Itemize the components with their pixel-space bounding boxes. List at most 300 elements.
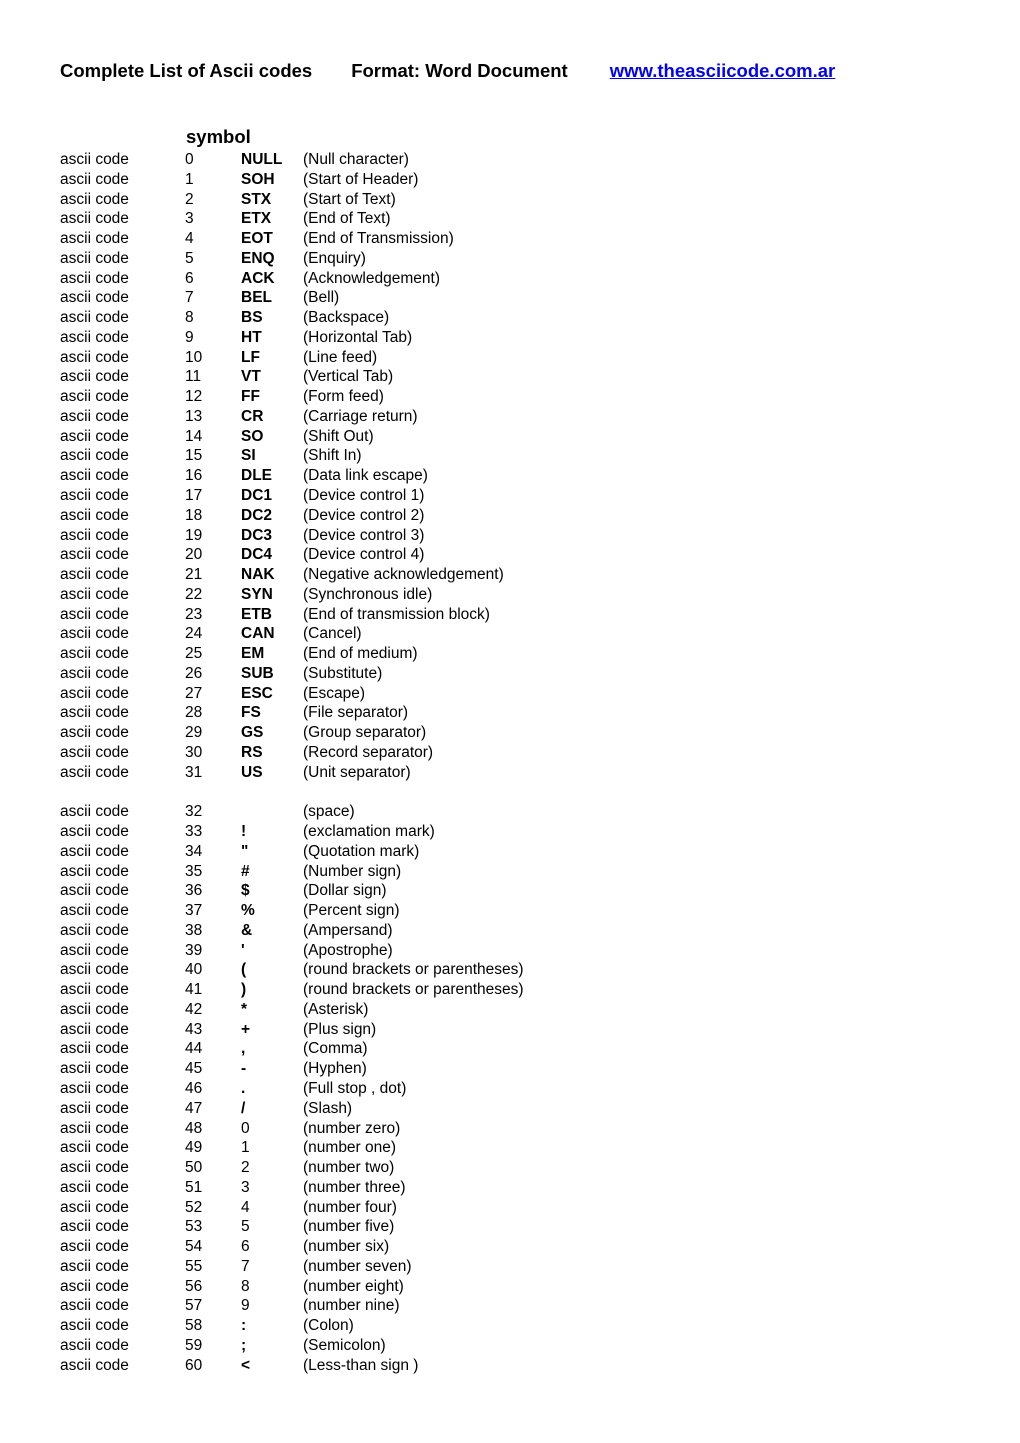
table-row: [0, 763, 1020, 783]
ascii-description: (Apostrophe): [303, 941, 393, 959]
ascii-description: (Synchronous idle): [303, 585, 433, 603]
table-row: [0, 703, 1020, 723]
table-row: [0, 367, 1020, 387]
ascii-code-number: 7: [185, 289, 194, 307]
table-row: [0, 427, 1020, 447]
ascii-symbol: :: [241, 1317, 247, 1335]
ascii-code-number: 28: [185, 704, 203, 722]
table-row: [0, 190, 1020, 210]
table-row: [0, 1138, 1020, 1158]
ascii-description: (number zero): [303, 1119, 401, 1137]
ascii-symbol: SUB: [241, 664, 274, 682]
ascii-description: (Device control 2): [303, 506, 425, 524]
ascii-code-label: ascii code: [60, 823, 129, 841]
ascii-code-number: 38: [185, 921, 203, 939]
source-website-link[interactable]: www.theasciicode.com.ar: [609, 60, 836, 81]
ascii-symbol: 9: [241, 1297, 250, 1315]
ascii-description: (Backspace): [303, 309, 390, 327]
ascii-description: (Start of Header): [303, 170, 419, 188]
table-row: [0, 921, 1020, 941]
ascii-code-label: ascii code: [60, 605, 129, 623]
table-row: [0, 941, 1020, 961]
ascii-code-number: 41: [185, 981, 203, 999]
table-row: [0, 822, 1020, 842]
ascii-symbol: SYN: [241, 585, 273, 603]
ascii-code-label: ascii code: [60, 210, 129, 228]
table-row: [0, 1257, 1020, 1277]
table-row: [0, 1158, 1020, 1178]
ascii-code-number: 22: [185, 585, 203, 603]
ascii-code-number: 6: [185, 269, 194, 287]
ascii-description: (round brackets or parentheses): [303, 961, 524, 979]
ascii-code-number: 19: [185, 526, 203, 544]
table-row: [0, 150, 1020, 170]
ascii-code-number: 34: [185, 842, 203, 860]
table-row: [0, 170, 1020, 190]
ascii-description: (Negative acknowledgement): [303, 566, 504, 584]
ascii-code-label: ascii code: [60, 467, 129, 485]
ascii-symbol: ETB: [241, 605, 272, 623]
ascii-description: (Dollar sign): [303, 882, 387, 900]
table-row: [0, 624, 1020, 644]
ascii-code-number: 43: [185, 1020, 203, 1038]
ascii-description: (End of Transmission): [303, 230, 454, 248]
ascii-code-label: ascii code: [60, 427, 129, 445]
ascii-code-number: 44: [185, 1040, 203, 1058]
ascii-description: (Semicolon): [303, 1336, 386, 1354]
ascii-description: (Group separator): [303, 724, 427, 742]
table-row: [0, 585, 1020, 605]
table-row: [0, 229, 1020, 249]
ascii-description: (number one): [303, 1139, 397, 1157]
ascii-description: (Plus sign): [303, 1020, 377, 1038]
table-row: [0, 486, 1020, 506]
ascii-description: (Quotation mark): [303, 842, 420, 860]
ascii-symbol: ': [241, 941, 245, 959]
table-row: [0, 269, 1020, 289]
ascii-symbol: <: [241, 1356, 251, 1374]
ascii-code-label: ascii code: [60, 249, 129, 267]
ascii-code-number: 3: [185, 210, 194, 228]
ascii-description: (Horizontal Tab): [303, 328, 413, 346]
ascii-code-label: ascii code: [60, 506, 129, 524]
ascii-symbol: $: [241, 882, 250, 900]
ascii-symbol: 3: [241, 1178, 250, 1196]
ascii-symbol: ,: [241, 1040, 246, 1058]
table-row: [0, 565, 1020, 585]
ascii-symbol: 4: [241, 1198, 250, 1216]
ascii-symbol: .: [241, 1079, 246, 1097]
ascii-code-label: ascii code: [60, 921, 129, 939]
ascii-symbol: DC1: [241, 487, 273, 505]
table-row: [0, 1316, 1020, 1336]
ascii-symbol: CR: [241, 407, 264, 425]
table-row: [0, 407, 1020, 427]
ascii-code-number: 14: [185, 427, 203, 445]
ascii-description: (Line feed): [303, 348, 378, 366]
ascii-code-label: ascii code: [60, 645, 129, 663]
ascii-code-label: ascii code: [60, 1099, 129, 1117]
ascii-code-number: 21: [185, 566, 203, 584]
ascii-code-number: 9: [185, 328, 194, 346]
ascii-code-number: 42: [185, 1000, 203, 1018]
ascii-code-label: ascii code: [60, 842, 129, 860]
ascii-code-label: ascii code: [60, 1139, 129, 1157]
ascii-symbol: ": [241, 842, 249, 860]
page-title: Complete List of Ascii codes: [60, 60, 313, 81]
ascii-symbol: BS: [241, 309, 263, 327]
ascii-code-number: 54: [185, 1238, 203, 1256]
ascii-symbol: HT: [241, 328, 262, 346]
ascii-code-number: 57: [185, 1297, 203, 1315]
ascii-code-number: 26: [185, 664, 203, 682]
ascii-description: (Colon): [303, 1317, 354, 1335]
ascii-symbol: 6: [241, 1238, 250, 1256]
ascii-code-number: 12: [185, 388, 203, 406]
ascii-description: (number nine): [303, 1297, 400, 1315]
ascii-symbol: SO: [241, 427, 264, 445]
ascii-description: (space): [303, 803, 355, 821]
ascii-code-label: ascii code: [60, 309, 129, 327]
ascii-code-label: ascii code: [60, 328, 129, 346]
ascii-description: (Percent sign): [303, 902, 400, 920]
ascii-code-label: ascii code: [60, 1336, 129, 1354]
ascii-description: (Form feed): [303, 388, 384, 406]
ascii-description: (exclamation mark): [303, 823, 435, 841]
table-row: [0, 249, 1020, 269]
ascii-code-number: 25: [185, 645, 203, 663]
ascii-code-number: 17: [185, 487, 203, 505]
ascii-symbol: LF: [241, 348, 260, 366]
ascii-code-label: ascii code: [60, 388, 129, 406]
ascii-symbol: %: [241, 902, 255, 920]
ascii-code-label: ascii code: [60, 151, 129, 168]
ascii-description: (Cancel): [303, 625, 362, 643]
table-row: [0, 288, 1020, 308]
ascii-symbol: ): [241, 981, 247, 999]
ascii-description: (End of transmission block): [303, 605, 490, 623]
table-row: [0, 664, 1020, 684]
ascii-code-label: ascii code: [60, 368, 129, 386]
ascii-description: (Enquiry): [303, 249, 366, 267]
ascii-code-label: ascii code: [60, 1159, 129, 1177]
ascii-code-label: ascii code: [60, 1356, 129, 1374]
table-row: [0, 1000, 1020, 1020]
ascii-description: (Hyphen): [303, 1060, 367, 1078]
ascii-description: (Vertical Tab): [303, 368, 394, 386]
table-row: [0, 881, 1020, 901]
ascii-code-label: ascii code: [60, 1297, 129, 1315]
ascii-code-number: 50: [185, 1159, 203, 1177]
table-row: [0, 545, 1020, 565]
ascii-code-number: 11: [185, 368, 202, 386]
ascii-code-number: 8: [185, 309, 194, 327]
ascii-code-label: ascii code: [60, 170, 129, 188]
ascii-code-number: 48: [185, 1119, 203, 1137]
ascii-code-number: 40: [185, 961, 203, 979]
table-row: [0, 1277, 1020, 1297]
ascii-symbol: +: [241, 1020, 251, 1038]
ascii-code-label: ascii code: [60, 585, 129, 603]
table-row: [0, 1237, 1020, 1257]
ascii-code-number: 1: [185, 170, 194, 188]
ascii-description: (number two): [303, 1159, 395, 1177]
table-row: [0, 1079, 1020, 1099]
ascii-code-number: 49: [185, 1139, 203, 1157]
ascii-description: (Number sign): [303, 862, 402, 880]
ascii-symbol: NAK: [241, 566, 275, 584]
ascii-code-number: 56: [185, 1277, 203, 1295]
ascii-description: (Start of Text): [303, 190, 396, 208]
table-row: [0, 348, 1020, 368]
ascii-description: (number five): [303, 1218, 395, 1236]
table-row: [0, 466, 1020, 486]
ascii-code-number: 52: [185, 1198, 203, 1216]
ascii-symbol: !: [241, 823, 247, 841]
ascii-code-number: 5: [185, 249, 194, 267]
ascii-code-label: ascii code: [60, 566, 129, 584]
ascii-code-number: 53: [185, 1218, 203, 1236]
ascii-description: (Substitute): [303, 664, 383, 682]
ascii-code-label: ascii code: [60, 269, 129, 287]
table-row: [0, 684, 1020, 704]
ascii-code-number: 33: [185, 823, 203, 841]
document-header: [60, 59, 960, 83]
ascii-code-label: ascii code: [60, 1218, 129, 1236]
table-row: [0, 1198, 1020, 1218]
ascii-code-label: ascii code: [60, 190, 129, 208]
ascii-code-number: 60: [185, 1356, 203, 1374]
ascii-symbol: &: [241, 921, 253, 939]
ascii-symbol: CAN: [241, 625, 275, 643]
ascii-symbol: DLE: [241, 467, 272, 485]
ascii-symbol: EOT: [241, 230, 273, 248]
ascii-code-label: ascii code: [60, 684, 129, 702]
ascii-description: (number four): [303, 1198, 397, 1216]
ascii-code-number: 10: [185, 348, 203, 366]
ascii-code-label: ascii code: [60, 407, 129, 425]
ascii-description: (number six): [303, 1238, 390, 1256]
ascii-symbol: BEL: [241, 289, 272, 307]
ascii-code-number: 20: [185, 546, 203, 564]
ascii-code-number: 58: [185, 1317, 203, 1335]
ascii-symbol: DC4: [241, 546, 273, 564]
table-row: [0, 1217, 1020, 1237]
ascii-code-label: ascii code: [60, 1060, 129, 1078]
ascii-code-label: ascii code: [60, 230, 129, 248]
ascii-code-label: ascii code: [60, 487, 129, 505]
ascii-symbol: VT: [241, 368, 261, 386]
ascii-code-number: 18: [185, 506, 203, 524]
ascii-description: (number three): [303, 1178, 406, 1196]
ascii-symbol: DC3: [241, 526, 273, 544]
ascii-code-number: 39: [185, 941, 203, 959]
ascii-code-label: ascii code: [60, 625, 129, 643]
ascii-code-label: ascii code: [60, 1040, 129, 1058]
ascii-symbol: EM: [241, 645, 265, 663]
ascii-symbol: 2: [241, 1159, 250, 1177]
ascii-symbol: 5: [241, 1218, 250, 1236]
ascii-code-label: ascii code: [60, 546, 129, 564]
table-row: [0, 1020, 1020, 1040]
table-row-spacer: [0, 783, 1020, 803]
ascii-code-number: 23: [185, 605, 203, 623]
ascii-code-label: ascii code: [60, 289, 129, 307]
ascii-description: (Acknowledgement): [303, 269, 440, 287]
ascii-description: (Device control 1): [303, 487, 425, 505]
ascii-code-number: 4: [185, 230, 194, 248]
table-row: [0, 387, 1020, 407]
ascii-code-number: 31: [185, 763, 203, 781]
ascii-code-number: 36: [185, 882, 203, 900]
ascii-symbol: ACK: [241, 269, 275, 287]
ascii-code-label: ascii code: [60, 1257, 129, 1275]
table-row: [0, 1119, 1020, 1139]
ascii-description: (Slash): [303, 1099, 353, 1117]
ascii-symbol: -: [241, 1060, 247, 1078]
ascii-code-number: 2: [185, 190, 194, 208]
ascii-symbol: 8: [241, 1277, 250, 1295]
table-row: [0, 1039, 1020, 1059]
ascii-code-table: [0, 150, 1020, 1375]
ascii-description: (Less-than sign ): [303, 1356, 419, 1374]
ascii-code-number: 51: [185, 1178, 203, 1196]
ascii-code-label: ascii code: [60, 348, 129, 366]
ascii-code-label: ascii code: [60, 882, 129, 900]
table-row: [0, 446, 1020, 466]
ascii-code-label: ascii code: [60, 1238, 129, 1256]
ascii-symbol: STX: [241, 190, 272, 208]
ascii-description: (Full stop , dot): [303, 1079, 407, 1097]
table-row: [0, 743, 1020, 763]
symbol-column-heading: symbol: [186, 126, 251, 147]
ascii-code-number: 15: [185, 447, 203, 465]
ascii-description: (Escape): [303, 684, 366, 702]
ascii-code-label: ascii code: [60, 1000, 129, 1018]
ascii-description: (number seven): [303, 1257, 412, 1275]
ascii-code-label: ascii code: [60, 862, 129, 880]
ascii-description: (Record separator): [303, 743, 434, 761]
ascii-symbol: #: [241, 862, 250, 880]
ascii-code-label: ascii code: [60, 447, 129, 465]
document-format-label: Format: Word Document: [351, 60, 568, 81]
ascii-description: (Null character): [303, 151, 409, 168]
ascii-code-label: ascii code: [60, 803, 129, 821]
ascii-description: (number eight): [303, 1277, 404, 1295]
ascii-description: (End of medium): [303, 645, 418, 663]
ascii-symbol: SI: [241, 447, 256, 465]
ascii-description: (End of Text): [303, 210, 391, 228]
ascii-code-number: 16: [185, 467, 203, 485]
table-row: [0, 308, 1020, 328]
ascii-symbol: 0: [241, 1119, 250, 1137]
ascii-code-number: 0: [185, 151, 194, 168]
ascii-code-number: 30: [185, 743, 203, 761]
ascii-code-label: ascii code: [60, 1277, 129, 1295]
ascii-code-label: ascii code: [60, 724, 129, 742]
table-row: [0, 862, 1020, 882]
table-row: [0, 842, 1020, 862]
ascii-description: (Carriage return): [303, 407, 418, 425]
ascii-description: (Comma): [303, 1040, 368, 1058]
table-row: [0, 802, 1020, 822]
ascii-code-label: ascii code: [60, 664, 129, 682]
table-row: [0, 980, 1020, 1000]
ascii-code-number: 45: [185, 1060, 203, 1078]
ascii-symbol: ESC: [241, 684, 273, 702]
ascii-description: (Data link escape): [303, 467, 428, 485]
ascii-code-label: ascii code: [60, 1198, 129, 1216]
ascii-symbol: GS: [241, 724, 264, 742]
ascii-symbol: NULL: [241, 151, 283, 168]
ascii-code-label: ascii code: [60, 1317, 129, 1335]
ascii-code-label: ascii code: [60, 1119, 129, 1137]
table-row: [0, 1059, 1020, 1079]
ascii-code-label: ascii code: [60, 981, 129, 999]
ascii-symbol: DC2: [241, 506, 273, 524]
ascii-code-number: 37: [185, 902, 203, 920]
ascii-description: (round brackets or parentheses): [303, 981, 524, 999]
ascii-code-number: 13: [185, 407, 203, 425]
ascii-symbol: US: [241, 763, 263, 781]
table-row: [0, 1296, 1020, 1316]
ascii-code-number: 35: [185, 862, 203, 880]
ascii-code-number: 47: [185, 1099, 203, 1117]
ascii-code-number: 32: [185, 803, 203, 821]
table-row: [0, 1099, 1020, 1119]
ascii-symbol: FF: [241, 388, 260, 406]
ascii-code-label: ascii code: [60, 961, 129, 979]
ascii-code-label: ascii code: [60, 704, 129, 722]
ascii-symbol: RS: [241, 743, 263, 761]
table-row: [0, 526, 1020, 546]
ascii-symbol: 7: [241, 1257, 250, 1275]
table-row: [0, 960, 1020, 980]
ascii-code-number: 27: [185, 684, 203, 702]
ascii-symbol: SOH: [241, 170, 275, 188]
ascii-description: (Ampersand): [303, 921, 393, 939]
ascii-code-label: ascii code: [60, 902, 129, 920]
ascii-description: (Shift In): [303, 447, 362, 465]
table-row: [0, 605, 1020, 625]
ascii-symbol: *: [241, 1000, 248, 1018]
ascii-symbol: 1: [241, 1139, 250, 1157]
ascii-code-label: ascii code: [60, 941, 129, 959]
ascii-symbol: (: [241, 961, 247, 979]
ascii-symbol: ENQ: [241, 249, 275, 267]
table-row: [0, 209, 1020, 229]
ascii-description: (Device control 3): [303, 526, 425, 544]
ascii-symbol: FS: [241, 704, 261, 722]
ascii-description: (File separator): [303, 704, 409, 722]
ascii-description: (Device control 4): [303, 546, 425, 564]
ascii-code-label: ascii code: [60, 526, 129, 544]
table-row: [0, 644, 1020, 664]
table-row: [0, 328, 1020, 348]
ascii-description: (Asterisk): [303, 1000, 369, 1018]
table-row: [0, 723, 1020, 743]
ascii-description: (Unit separator): [303, 763, 411, 781]
ascii-code-number: 46: [185, 1079, 203, 1097]
ascii-code-label: ascii code: [60, 1079, 129, 1097]
ascii-code-label: ascii code: [60, 1178, 129, 1196]
table-row: [0, 1336, 1020, 1356]
ascii-code-label: ascii code: [60, 763, 129, 781]
ascii-code-number: 24: [185, 625, 203, 643]
ascii-code-label: ascii code: [60, 743, 129, 761]
ascii-symbol: /: [241, 1099, 246, 1117]
ascii-description: (Bell): [303, 289, 340, 307]
